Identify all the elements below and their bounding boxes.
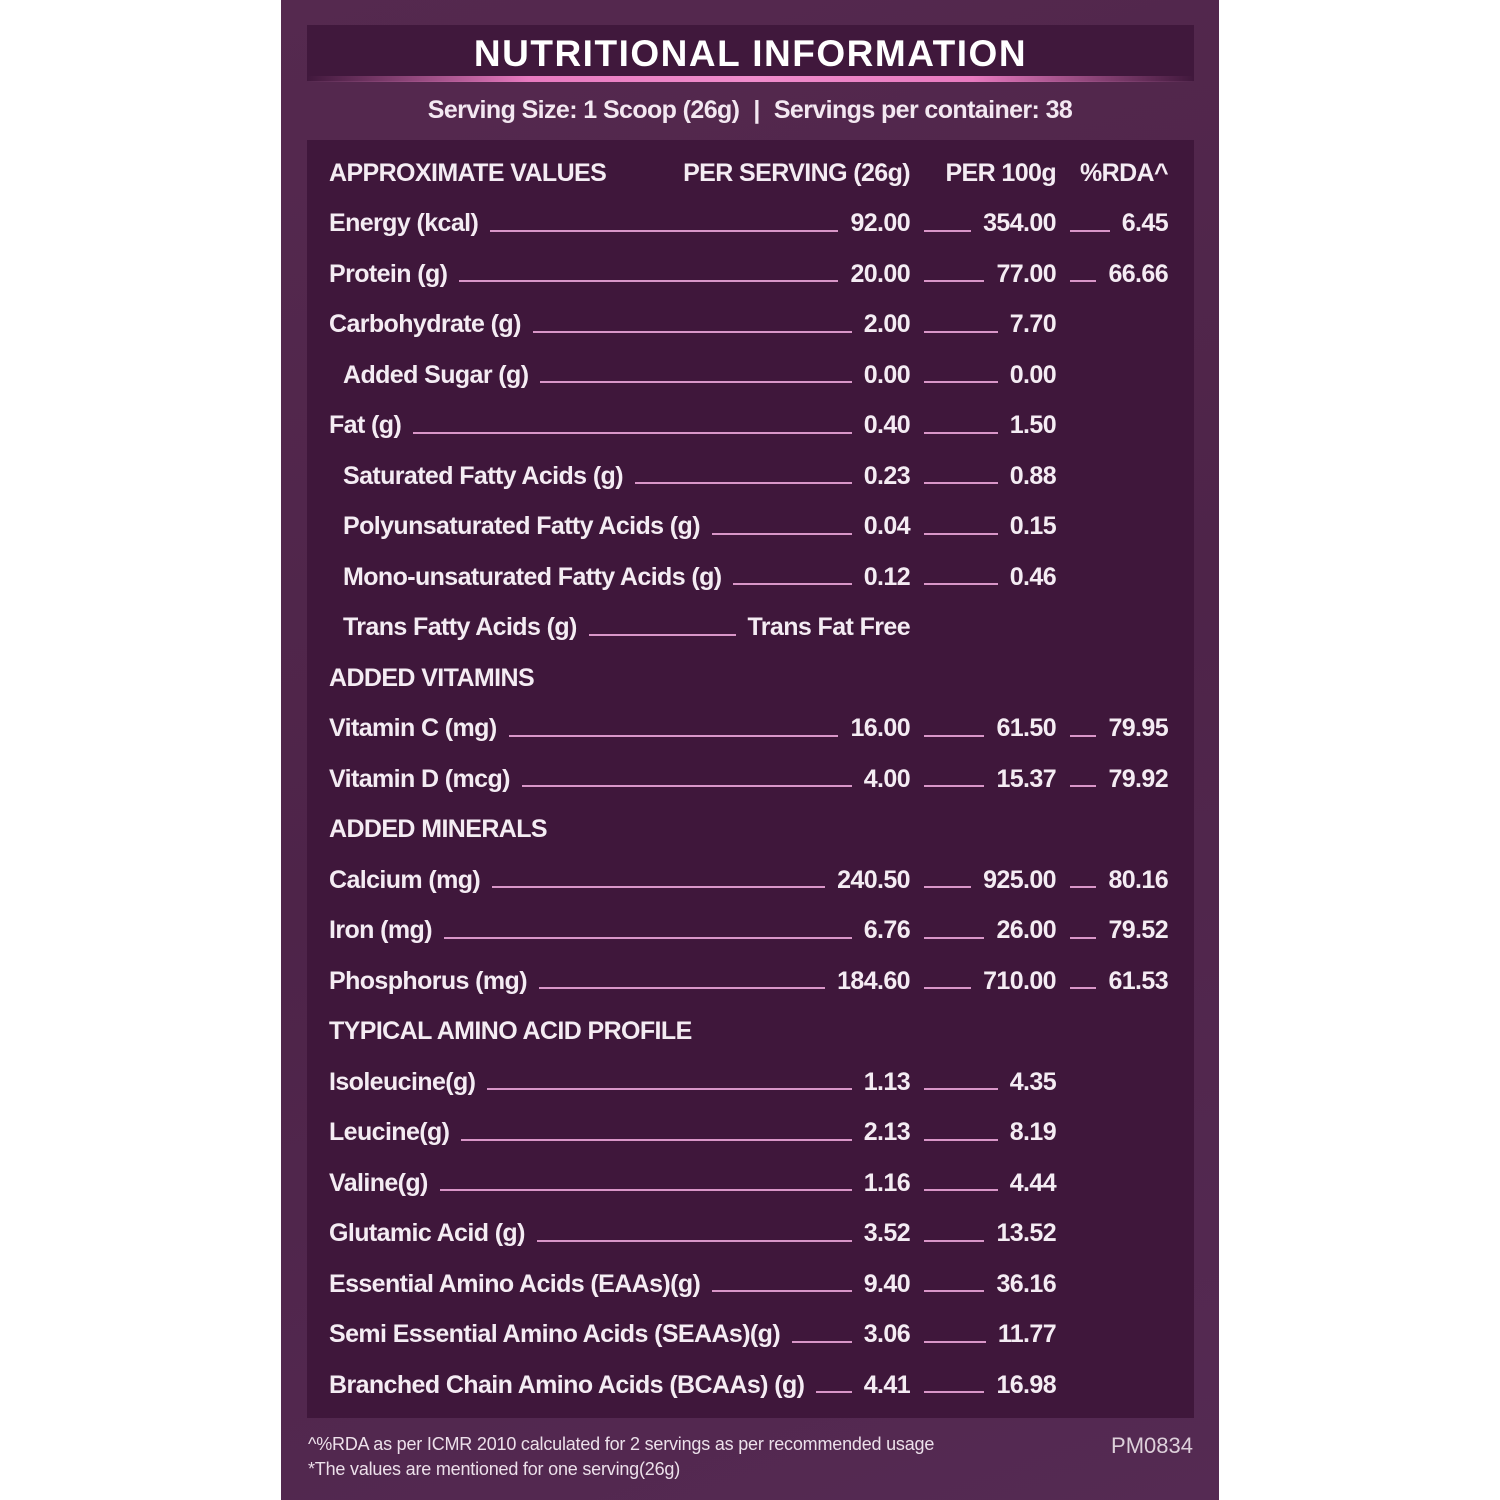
table-header [329, 148, 1168, 199]
per-100g-cell [924, 1371, 1056, 1400]
table-row [329, 199, 1168, 250]
per-100g-cell [924, 462, 1056, 491]
table-row [329, 603, 1168, 654]
leader-line [924, 583, 998, 585]
leader-line [712, 1290, 851, 1292]
per-serving-value: 92.00 [850, 209, 910, 238]
nutrient-label: Added Sugar (g) [343, 360, 529, 389]
leader-line [537, 1240, 852, 1242]
leader-line [589, 634, 736, 636]
footnote-serving: *The values are mentioned for one serving(26g) [308, 1459, 681, 1479]
section-heading [329, 653, 1168, 704]
leader-line [490, 230, 838, 232]
per-100g-cell [924, 260, 1056, 289]
header-rda: %RDA^ [1080, 158, 1168, 187]
rda-value: 66.66 [1108, 259, 1168, 288]
per-100g-value: 4.44 [1009, 1168, 1056, 1197]
serving-info [281, 96, 1219, 125]
table-row [329, 249, 1168, 300]
leader-line [733, 583, 851, 585]
table-row [329, 956, 1168, 1007]
per-100g-value: 925.00 [983, 865, 1056, 894]
page-title: NUTRITIONAL INFORMATION [473, 33, 1028, 74]
leader-line [924, 785, 984, 787]
leader-line [816, 1391, 851, 1393]
leader-line [461, 1139, 851, 1141]
section-heading [329, 805, 1168, 856]
rda-value: 79.95 [1108, 714, 1168, 743]
nutrient-label: Polyunsaturated Fatty Acids (g) [343, 512, 700, 541]
leader-line [792, 1341, 852, 1343]
leader-line [924, 1391, 984, 1393]
leader-line [924, 1341, 986, 1343]
per-serving-value: 1.13 [863, 1067, 910, 1096]
leader-line [924, 1240, 984, 1242]
leader-line [487, 1088, 851, 1090]
separator: | [753, 96, 760, 124]
leader-line [1070, 735, 1096, 737]
rda-cell [1070, 967, 1168, 996]
leader-line [924, 280, 984, 282]
per-100g-cell [924, 361, 1056, 390]
per-100g-cell [924, 1320, 1056, 1349]
rda-value: 80.16 [1108, 865, 1168, 894]
leader-line [459, 280, 838, 282]
table-row [329, 1108, 1168, 1159]
leader-line [1070, 987, 1096, 989]
per-100g-value: 0.46 [1009, 562, 1056, 591]
leader-line [635, 482, 852, 484]
nutrient-label: Carbohydrate (g) [329, 310, 521, 339]
nutrient-label: Phosphorus (mg) [329, 966, 527, 995]
table-row [329, 300, 1168, 351]
section-heading [329, 1007, 1168, 1058]
per-100g-value: 36.16 [996, 1269, 1056, 1298]
table-row [329, 754, 1168, 805]
per-100g-value: 8.19 [1009, 1118, 1056, 1147]
leader-line [924, 1189, 998, 1191]
leader-line [712, 533, 852, 535]
table-row [329, 502, 1168, 553]
leader-line [522, 785, 852, 787]
per-serving-value: 4.00 [863, 764, 910, 793]
rda-value: 6.45 [1121, 209, 1168, 238]
per-100g-value: 13.52 [996, 1219, 1056, 1248]
leader-line [440, 1189, 852, 1191]
nutrition-panel [281, 0, 1219, 1500]
table-row [329, 1310, 1168, 1361]
rda-cell [1070, 260, 1168, 289]
header-label: APPROXIMATE VALUES [329, 158, 607, 187]
per-100g-cell [924, 714, 1056, 743]
nutrient-label: Iron (mg) [329, 916, 432, 945]
nutrient-label: Isoleucine(g) [329, 1067, 476, 1096]
per-100g-cell [924, 916, 1056, 945]
table-row [329, 350, 1168, 401]
per-100g-cell [924, 1219, 1056, 1248]
title-underline [307, 76, 1194, 82]
leader-line [924, 533, 998, 535]
per-serving-value: 16.00 [850, 714, 910, 743]
table-row [329, 1209, 1168, 1260]
leader-line [924, 987, 971, 989]
table-row [329, 1360, 1168, 1411]
per-serving-value: 6.76 [863, 916, 910, 945]
per-100g-cell [924, 1270, 1056, 1299]
per-serving-value: 9.40 [863, 1269, 910, 1298]
section-label: ADDED MINERALS [329, 815, 547, 844]
per-100g-value: 15.37 [996, 764, 1056, 793]
product-code: PM0834 [1111, 1433, 1193, 1458]
per-serving-value: 3.52 [863, 1219, 910, 1248]
per-100g-cell [924, 765, 1056, 794]
per-100g-cell [924, 866, 1056, 895]
nutrition-table [307, 140, 1194, 1418]
table-row [329, 451, 1168, 502]
nutrient-label: Leucine(g) [329, 1118, 450, 1147]
leader-line [539, 987, 825, 989]
footnote-rda: ^%RDA as per ICMR 2010 calculated for 2 servings as per recommended usage [308, 1434, 935, 1454]
per-100g-value: 354.00 [983, 209, 1056, 238]
leader-line [1070, 230, 1110, 232]
nutrient-label: Trans Fatty Acids (g) [343, 613, 577, 642]
footnotes [308, 1432, 934, 1482]
nutrient-label: Glutamic Acid (g) [329, 1219, 525, 1248]
leader-line [1070, 280, 1096, 282]
leader-line [1070, 886, 1096, 888]
leader-line [924, 381, 998, 383]
rda-cell [1070, 209, 1168, 238]
per-100g-value: 0.00 [1009, 360, 1056, 389]
per-serving-value: 2.00 [863, 310, 910, 339]
nutrient-label: Valine(g) [329, 1168, 428, 1197]
per-100g-cell [924, 411, 1056, 440]
per-serving-value: 3.06 [863, 1320, 910, 1349]
serving-size: Serving Size: 1 Scoop (26g) [427, 96, 740, 124]
nutrient-label: Vitamin D (mcg) [329, 764, 510, 793]
leader-line [1070, 785, 1096, 787]
table-row [329, 855, 1168, 906]
per-100g-value: 4.35 [1009, 1067, 1056, 1096]
leader-line [413, 432, 852, 434]
leader-line [924, 735, 984, 737]
per-100g-value: 7.70 [1009, 310, 1056, 339]
per-100g-value: 710.00 [983, 966, 1056, 995]
nutrient-label: Mono-unsaturated Fatty Acids (g) [343, 562, 722, 591]
per-100g-value: 77.00 [996, 259, 1056, 288]
per-serving-value: 1.16 [863, 1168, 910, 1197]
servings-per-container: Servings per container: 38 [773, 96, 1073, 124]
nutrient-label: Energy (kcal) [329, 209, 479, 238]
rda-cell [1070, 765, 1168, 794]
leader-line [924, 230, 971, 232]
per-100g-cell [924, 563, 1056, 592]
per-100g-cell [924, 512, 1056, 541]
per-100g-value: 11.77 [997, 1320, 1056, 1349]
section-label: TYPICAL AMINO ACID PROFILE [329, 1017, 692, 1046]
per-serving-value: 0.00 [863, 360, 910, 389]
table-row [329, 401, 1168, 452]
per-100g-cell [924, 310, 1056, 339]
table-row [329, 552, 1168, 603]
rda-cell [1070, 714, 1168, 743]
table-row [329, 1057, 1168, 1108]
header-per-serving: PER SERVING (26g) [683, 158, 910, 187]
leader-line [924, 432, 998, 434]
per-serving-value: 0.23 [863, 461, 910, 490]
per-serving-value: 0.12 [863, 562, 910, 591]
nutrient-label: Fat (g) [329, 411, 402, 440]
nutrient-label: Calcium (mg) [329, 865, 481, 894]
per-serving-value: 0.40 [863, 411, 910, 440]
per-100g-value: 0.15 [1009, 512, 1056, 541]
per-serving-value: 0.04 [863, 512, 910, 541]
per-100g-cell [924, 1118, 1056, 1147]
leader-line [924, 482, 998, 484]
leader-line [533, 331, 852, 333]
rda-cell [1070, 866, 1168, 895]
nutrient-label: Saturated Fatty Acids (g) [343, 461, 623, 490]
leader-line [924, 886, 971, 888]
leader-line [1070, 937, 1096, 939]
leader-line [444, 937, 852, 939]
rda-value: 61.53 [1108, 966, 1168, 995]
table-row [329, 1158, 1168, 1209]
nutrient-label: Essential Amino Acids (EAAs)(g) [329, 1269, 701, 1298]
table-row [329, 1259, 1168, 1310]
section-label: ADDED VITAMINS [329, 663, 535, 692]
per-100g-value: 0.88 [1009, 461, 1056, 490]
per-100g-cell [924, 209, 1056, 238]
per-100g-value: 16.98 [996, 1370, 1056, 1399]
per-100g-cell [924, 1169, 1056, 1198]
leader-line [492, 886, 825, 888]
rda-cell [1070, 916, 1168, 945]
per-serving-value: 184.60 [837, 966, 910, 995]
per-serving-value: 20.00 [850, 259, 910, 288]
per-100g-cell [924, 967, 1056, 996]
leader-line [924, 1139, 998, 1141]
nutrient-label: Branched Chain Amino Acids (BCAAs) (g) [329, 1370, 805, 1399]
rda-value: 79.92 [1108, 764, 1168, 793]
nutrient-label: Vitamin C (mg) [329, 714, 497, 743]
nutrient-label: Protein (g) [329, 259, 448, 288]
table-row [329, 704, 1168, 755]
per-100g-cell [924, 1068, 1056, 1097]
leader-line [924, 1290, 984, 1292]
table-row [329, 906, 1168, 957]
leader-line [924, 1088, 998, 1090]
per-serving-value: 4.41 [863, 1370, 910, 1399]
per-serving-value: Trans Fat Free [747, 613, 910, 642]
leader-line [540, 381, 851, 383]
per-100g-value: 1.50 [1009, 411, 1056, 440]
per-serving-value: 2.13 [863, 1118, 910, 1147]
leader-line [924, 937, 984, 939]
nutrient-label: Semi Essential Amino Acids (SEAAs)(g) [329, 1320, 781, 1349]
rda-value: 79.52 [1108, 916, 1168, 945]
title-band [307, 25, 1194, 81]
leader-line [509, 735, 839, 737]
header-per-100g: PER 100g [945, 158, 1056, 187]
per-100g-value: 26.00 [996, 916, 1056, 945]
per-100g-value: 61.50 [996, 714, 1056, 743]
leader-line [924, 331, 998, 333]
per-serving-value: 240.50 [837, 865, 910, 894]
